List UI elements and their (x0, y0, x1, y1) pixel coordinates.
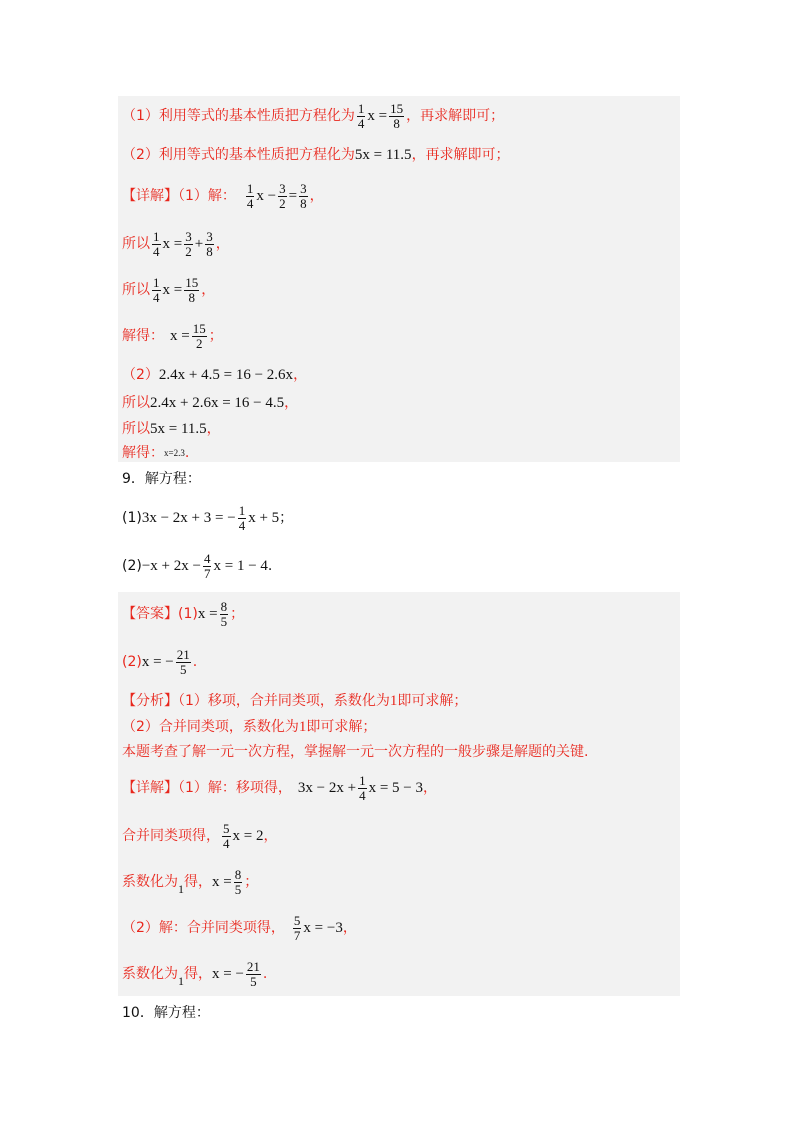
detail9-line-4: （2）解：合并同类项得， $\frac{5}{7}$ x = −3 ， (122, 912, 357, 943)
question-9-part-1: (1) 3x − 2x + 3 = − $\frac{1}{4}$ x + 5 ； (122, 502, 294, 533)
fraction: $\frac{1}{4}$ (359, 772, 366, 803)
analysis-line-2b: （2）合并同类项，系数化为 1 即可求解； (122, 719, 377, 735)
detail9-line-3: 系数化为 1 得， x = $\frac{8}{5}$ ； (122, 866, 259, 897)
detail-line-6: 所以 2.4x + 2.6x = 16 − 4.5 ， (122, 395, 299, 411)
question-10-title: 10．解方程： (122, 1005, 210, 1021)
fraction: $\frac{15}{2}$ (192, 320, 206, 351)
fraction: $\frac{15}{8}$ (390, 100, 404, 131)
fraction: $\frac{3}{8}$ (206, 228, 213, 259)
fraction: $\frac{3}{8}$ (300, 180, 307, 211)
question-9-part-2: (2) −x + 2x − $\frac{4}{7}$ x = 1 − 4 . (122, 550, 273, 581)
analysis-line-3b: 本题考查了解一元一次方程，掌握解一元一次方程的一般步骤是解题的关键. (122, 744, 589, 760)
fraction: $\frac{21}{5}$ (176, 646, 190, 677)
detail-line-5: （2） 2.4x + 4.5 = 16 − 2.6x ， (122, 367, 308, 383)
detail-line-4: 解得： x = $\frac{15}{2}$ ； (122, 320, 223, 351)
detail-line-3: 所以 $\frac{1}{4}$ x = $\frac{15}{8}$ ， (122, 274, 216, 305)
answer-line-1: 【答案】(1) x = $\frac{8}{5}$ ； (122, 598, 245, 629)
answer-line-2: (2) x = − $\frac{21}{5}$ . (122, 646, 198, 677)
fraction: $\frac{1}{4}$ (153, 274, 160, 305)
fraction: $\frac{15}{8}$ (185, 274, 199, 305)
fraction: $\frac{3}{2}$ (185, 228, 192, 259)
detail-line-7: 所以 5x = 11.5 ， (122, 421, 221, 437)
detail9-line-5: 系数化为 1 得， x = − $\frac{21}{5}$ . (122, 958, 268, 989)
detail9-line-1: 【详解】（1）解：移项得， 3x − 2x + $\frac{1}{4}$ x = 5 − 3 ， (122, 772, 438, 803)
fraction: $\frac{8}{5}$ (234, 866, 242, 897)
analysis-line-1: （1）利用等式的基本性质把方程化为 $\frac{1}{4}$ x = $\frac{15}{8}$ ，再求解即可； (122, 100, 505, 131)
fraction: $\frac{5}{4}$ (223, 820, 230, 851)
fraction: $\frac{1}{4}$ (238, 502, 246, 533)
fraction: $\frac{1}{4}$ (357, 100, 365, 131)
detail-line-8: 解得： x=2.3 . (122, 445, 190, 461)
fraction: $\frac{4}{7}$ (203, 550, 211, 581)
detail9-line-2: 合并同类项得， $\frac{5}{4}$ x = 2 ， (122, 820, 278, 851)
fraction: $\frac{3}{2}$ (279, 180, 286, 211)
fraction: $\frac{1}{4}$ (153, 228, 160, 259)
question-9-title: 9．解方程： (122, 471, 201, 487)
fraction: $\frac{1}{4}$ (246, 180, 254, 211)
fraction: $\frac{5}{7}$ (293, 912, 301, 943)
fraction: $\frac{21}{5}$ (246, 958, 260, 989)
analysis-line-2: （2）利用等式的基本性质把方程化为 5x = 11.5 ，再求解即可； (122, 147, 510, 163)
fraction: $\frac{8}{5}$ (220, 598, 228, 629)
detail-line-2: 所以 $\frac{1}{4}$ x = $\frac{3}{2}$ + $\frac{3}{8}$ ， (122, 228, 230, 259)
analysis-line-1b: 【分析】（ 1）移项，合并同类项，系数化为 1 即可求解； (122, 693, 468, 709)
detail-line-1: 【详解】（1）解： $\frac{1}{4}$ x − $\frac{3}{2}$ = $\frac{3}{8}$ ， (122, 180, 324, 211)
